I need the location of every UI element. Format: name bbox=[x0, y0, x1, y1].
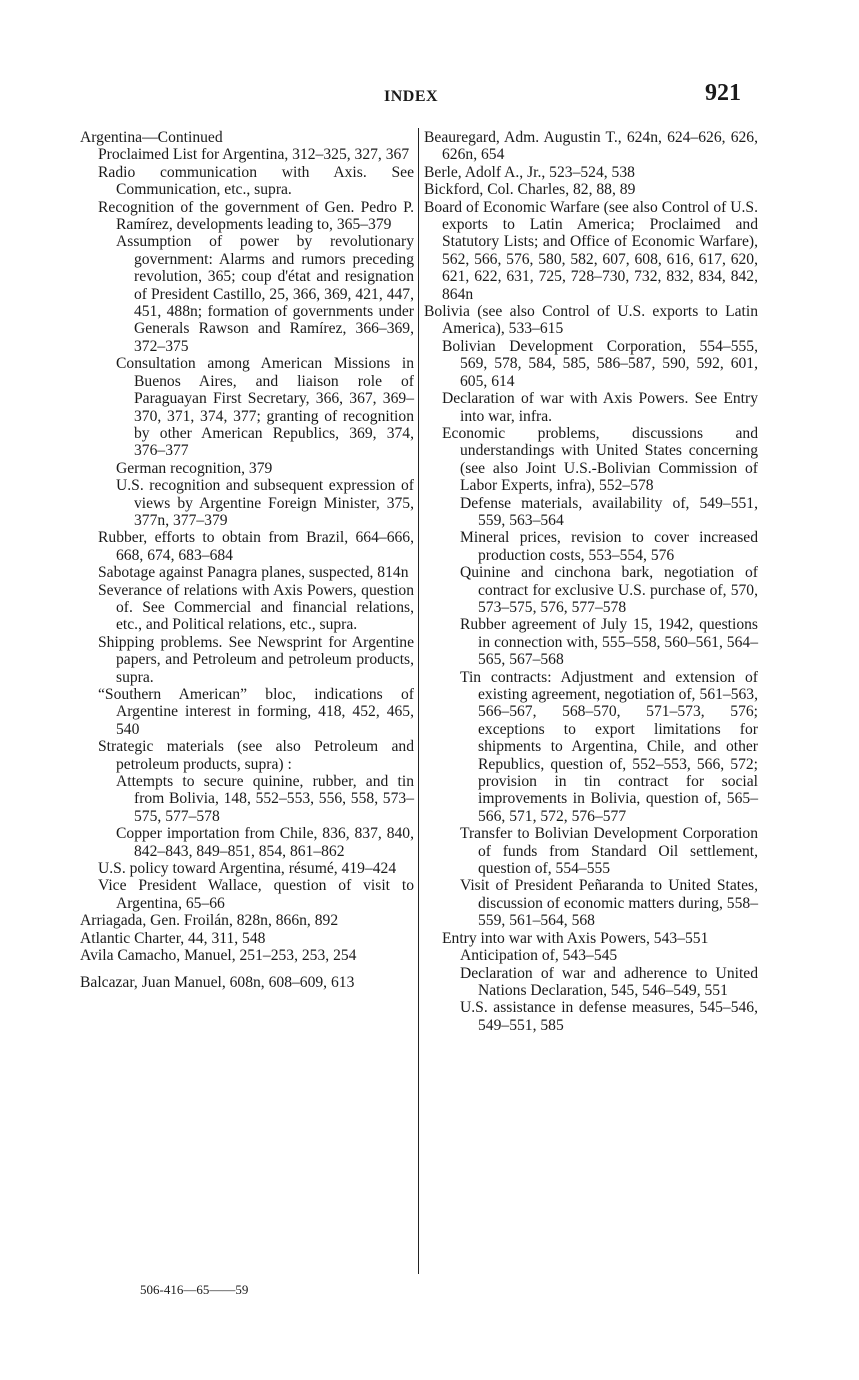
index-column-right bbox=[424, 129, 758, 1034]
page-number: 921 bbox=[705, 80, 741, 106]
index-entry: Radio communication with Axis. See Communication, etc., supra. bbox=[98, 163, 414, 199]
index-entry: Bolivia (see also Control of U.S. exports to Latin America), 533–615 bbox=[424, 303, 758, 338]
index-column-left bbox=[80, 129, 414, 991]
index-entry: Balcazar, Juan Manuel, 608n, 608–609, 613 bbox=[80, 973, 355, 991]
index-entry: Assumption of power by revolutionary government: Alarms and rumors preceding revolution, 365; coup d'état and resignation of President Castillo, 25, 366, 369, 421, 447, 451, 488n; formation of governments under Generals Rawson and Ramírez, 366–369, 372–375 bbox=[116, 233, 414, 355]
index-entry: Attempts to secure quinine, rubber, and tin from Bolivia, 148, 552–553, 556, 558, 573–575, 577–578 bbox=[116, 773, 414, 825]
index-entry: U.S. assistance in defense measures, 545–546, 549–551, 585 bbox=[460, 999, 758, 1034]
printer-code: 506-416—65——59 bbox=[140, 1282, 249, 1297]
index-entry: Vice President Wallace, question of visit to Argentina, 65–66 bbox=[98, 877, 414, 912]
index-entry: Arriagada, Gen. Froilán, 828n, 866n, 892 bbox=[80, 912, 339, 930]
index-entry: Quinine and cinchona bark, negotiation of contract for exclusive U.S. purchase of, 570, 573–575, 576, 577–578 bbox=[460, 564, 758, 616]
index-entry: U.S. policy toward Argentina, résumé, 419–424 bbox=[98, 860, 397, 878]
index-entry: Sabotage against Panagra planes, suspected, 814n bbox=[98, 564, 409, 582]
index-entry: Transfer to Bolivian Development Corporation of funds from Standard Oil settlement, question of, 554–555 bbox=[460, 825, 758, 878]
index-entry: “Southern American” bloc, indications of Argentine interest in forming, 418, 452, 465, 540 bbox=[98, 686, 414, 738]
page-header bbox=[0, 80, 859, 114]
index-entry: Berle, Adolf A., Jr., 523–524, 538 bbox=[424, 163, 635, 181]
index-entry: Argentina—Continued bbox=[80, 129, 223, 146]
index-entry: Beauregard, Adm. Augustin T., 624n, 624–626, 626, 626n, 654 bbox=[424, 129, 758, 164]
index-entry: Bickford, Col. Charles, 82, 88, 89 bbox=[424, 181, 636, 199]
index-entry: Visit of President Peñaranda to United States, discussion of economic matters during, 558–559, 561–564, 568 bbox=[460, 877, 758, 930]
index-entry: German recognition, 379 bbox=[116, 459, 273, 477]
index-entry: Atlantic Charter, 44, 311, 548 bbox=[80, 929, 266, 947]
index-entry: Rubber, efforts to obtain from Brazil, 664–666, 668, 674, 683–684 bbox=[98, 529, 414, 564]
index-entry: Strategic materials (see also Petroleum and petroleum products, supra) : bbox=[98, 738, 414, 773]
index-entry: Tin contracts: Adjustment and extension of existing agreement, negotiation of, 561–563, 566–567, 568–570, 571–573, 576; exceptions to export limitations for shipments to Argentina, Chile, and other Republics, question of, 552–553, 566, 572; provision in tin contract for social improvements in Bolivia, question of, 565–566, 571, 572, 576–577 bbox=[460, 668, 758, 825]
index-entry: Declaration of war and adherence to United Nations Declaration, 545, 546–549, 551 bbox=[460, 964, 758, 999]
index-entry: Declaration of war with Axis Powers. See Entry into war, infra. bbox=[442, 390, 758, 425]
index-entry: Board of Economic Warfare (see also Control of U.S. exports to Latin America; Proclaimed and Statutory Lists; and Office of Economic Warfare), 562, 566, 576, 580, 582, 607, 608, 616, 617, 620, 621, 622, 631, 725, 728–730, 732, 832, 834, 842, 864n bbox=[424, 198, 758, 303]
index-entry: Mineral prices, revision to cover increased production costs, 553–554, 576 bbox=[460, 529, 758, 564]
index-entry: Economic problems, discussions and understandings with United States concerning (see also Joint U.S.-Bolivian Commission of Labor Experts, infra), 552–578 bbox=[442, 424, 758, 495]
column-divider bbox=[418, 128, 419, 1274]
index-entry: Proclaimed List for Argentina, 312–325, 327, 367 bbox=[98, 146, 410, 164]
index-entry: Defense materials, availability of, 549–551, 559, 563–564 bbox=[460, 494, 758, 529]
index-entry: U.S. recognition and subsequent expression of views by Argentine Foreign Minister, 375, 377n, 377–379 bbox=[116, 477, 414, 529]
index-entry: Entry into war with Axis Powers, 543–551 bbox=[442, 929, 709, 947]
running-title: INDEX bbox=[384, 88, 439, 105]
index-entry: Copper importation from Chile, 836, 837, 840, 842–843, 849–851, 854, 861–862 bbox=[116, 825, 414, 860]
index-entry: Avila Camacho, Manuel, 251–253, 253, 254 bbox=[80, 947, 357, 965]
index-entry: Bolivian Development Corporation, 554–555, 569, 578, 584, 585, 586–587, 590, 592, 601, 605, 614 bbox=[442, 337, 758, 390]
index-entry: Anticipation of, 543–545 bbox=[460, 947, 618, 965]
index-entry: Rubber agreement of July 15, 1942, questions in connection with, 555–558, 560–561, 564–565, 567–568 bbox=[460, 616, 758, 669]
index-entry: Recognition of the government of Gen. Pedro P. Ramírez, developments leading to, 365–379 bbox=[98, 198, 414, 234]
index-entry: Consultation among American Missions in Buenos Aires, and liaison role of Paraguayan First Secretary, 366, 367, 369–370, 371, 374, 377; granting of recognition by other American Republics, 369, 374, 376–377 bbox=[116, 355, 414, 460]
index-entry: Severance of relations with Axis Powers, question of. See Commercial and financial relations, etc., and Political relations, etc., supra. bbox=[98, 581, 414, 634]
index-entry: Shipping problems. See Newsprint for Argentine papers, and Petroleum and petroleum products, supra. bbox=[98, 633, 414, 686]
